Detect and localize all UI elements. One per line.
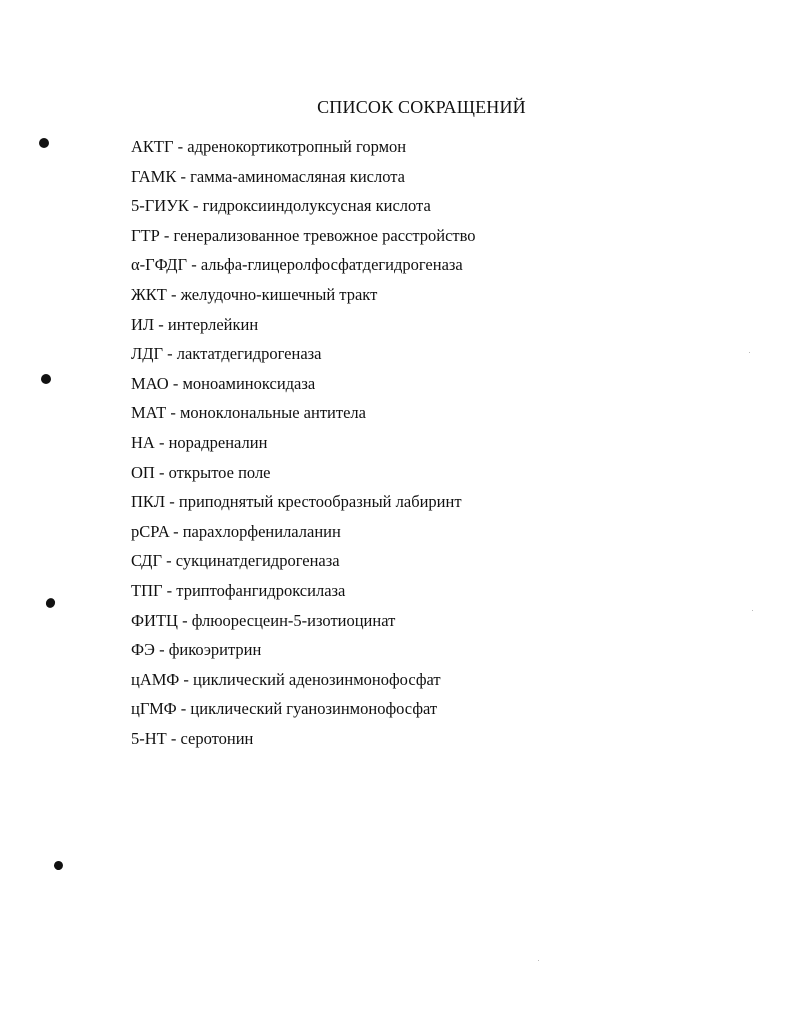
list-item: [131, 669, 476, 699]
definition: норадреналин: [168, 432, 268, 452]
separator: -: [163, 344, 177, 364]
definition: моноклональные антитела: [179, 403, 366, 423]
list-item: [131, 432, 476, 462]
definition: адренокортикотропный гормон: [187, 137, 407, 156]
abbreviation: ПКЛ: [131, 492, 166, 512]
list-item: [131, 610, 476, 640]
punch-hole-mark: [39, 138, 49, 148]
list-item: [131, 639, 476, 669]
separator: -: [176, 166, 191, 186]
separator: -: [168, 521, 183, 541]
abbreviation: цАМФ: [131, 669, 180, 689]
abbreviation: α-ГФДГ: [131, 255, 188, 275]
abbreviation: ТПГ: [131, 580, 163, 600]
abbreviation: АКТГ: [131, 137, 174, 156]
abbreviation: цГМФ: [131, 699, 177, 719]
separator: -: [154, 314, 168, 334]
abbreviation: ГАМК: [131, 166, 177, 186]
list-item: [131, 521, 476, 551]
abbreviation: ФЭ: [131, 640, 155, 660]
separator: -: [154, 432, 169, 452]
abbreviation: pCPA: [131, 521, 169, 541]
separator: -: [166, 284, 181, 304]
definition: циклический гуанозинмонофосфат: [190, 699, 438, 719]
list-item: [131, 462, 476, 492]
separator: -: [166, 728, 181, 748]
separator: -: [161, 551, 176, 571]
list-item: [131, 166, 476, 196]
abbreviation: ЖКТ: [131, 284, 167, 304]
separator: -: [177, 610, 192, 630]
definition: моноаминоксидаза: [182, 373, 316, 393]
page-title: СПИСОК СОКРАЩЕНИЙ: [317, 97, 526, 117]
separator: -: [176, 699, 191, 719]
list-item: [131, 728, 476, 758]
abbreviation: ОП: [131, 462, 155, 482]
separator: -: [187, 255, 201, 275]
definition: приподнятый крестообразный лабиринт: [178, 492, 462, 512]
list-item: [131, 136, 476, 166]
list-item: [131, 225, 476, 255]
list-item: [131, 373, 476, 403]
definition: циклический аденозинмонофосфат: [193, 669, 441, 689]
separator: -: [154, 462, 169, 482]
punch-hole-mark: [41, 374, 51, 384]
abbreviation: 5-НТ: [131, 728, 167, 748]
definition: интерлейкин: [167, 314, 259, 334]
separator: -: [165, 492, 179, 512]
list-item: [131, 550, 476, 580]
list-item: [131, 284, 476, 314]
punch-hole-mark: [53, 860, 65, 872]
punch-hole-mark: [44, 597, 56, 610]
list-item: [131, 254, 476, 284]
scan-speck: [538, 960, 539, 961]
definition: гидроксииндолуксусная кислота: [202, 196, 431, 216]
definition: гамма-аминомасляная кислота: [190, 166, 405, 186]
abbreviation: 5-ГИУК: [131, 196, 189, 216]
abbreviation: ГТР: [131, 225, 160, 245]
list-item: [131, 195, 476, 225]
list-item: [131, 698, 476, 728]
definition: лактатдегидрогеназа: [176, 344, 322, 364]
list-item: [131, 580, 476, 610]
scan-speck: [749, 352, 750, 353]
definition: открытое поле: [168, 462, 271, 482]
definition: сукцинатдегидрогеназа: [175, 551, 340, 571]
list-item: [131, 343, 476, 373]
definition: фикоэритрин: [168, 640, 262, 660]
separator: -: [166, 403, 180, 423]
separator: -: [179, 669, 193, 689]
scan-speck: [752, 610, 753, 611]
definition: триптофангидроксилаза: [176, 580, 346, 600]
abbreviation: ФИТЦ: [131, 610, 178, 630]
list-item: [131, 402, 476, 432]
abbreviation-list: [131, 136, 476, 757]
abbreviation: МАТ: [131, 403, 167, 423]
list-item: [131, 314, 476, 344]
definition: желудочно-кишечный тракт: [180, 284, 378, 304]
definition: парахлорфенилаланин: [182, 521, 341, 541]
abbreviation: СДГ: [131, 551, 162, 571]
abbreviation: ИЛ: [131, 314, 155, 334]
definition: альфа-глицеролфосфатдегидрогеназа: [200, 255, 463, 275]
abbreviation: ЛДГ: [131, 344, 163, 364]
abbreviation: МАО: [131, 373, 169, 393]
definition: флюоресцеин-5-изотиоцинат: [191, 610, 396, 630]
separator: -: [173, 137, 188, 156]
abbreviation: НА: [131, 432, 155, 452]
list-item: [131, 491, 476, 521]
separator: -: [162, 580, 177, 600]
separator: -: [168, 373, 183, 393]
separator: -: [188, 196, 203, 216]
separator: -: [154, 640, 169, 660]
definition: генерализованное тревожное расстройство: [173, 225, 476, 245]
separator: -: [159, 225, 174, 245]
definition: серотонин: [180, 728, 254, 748]
